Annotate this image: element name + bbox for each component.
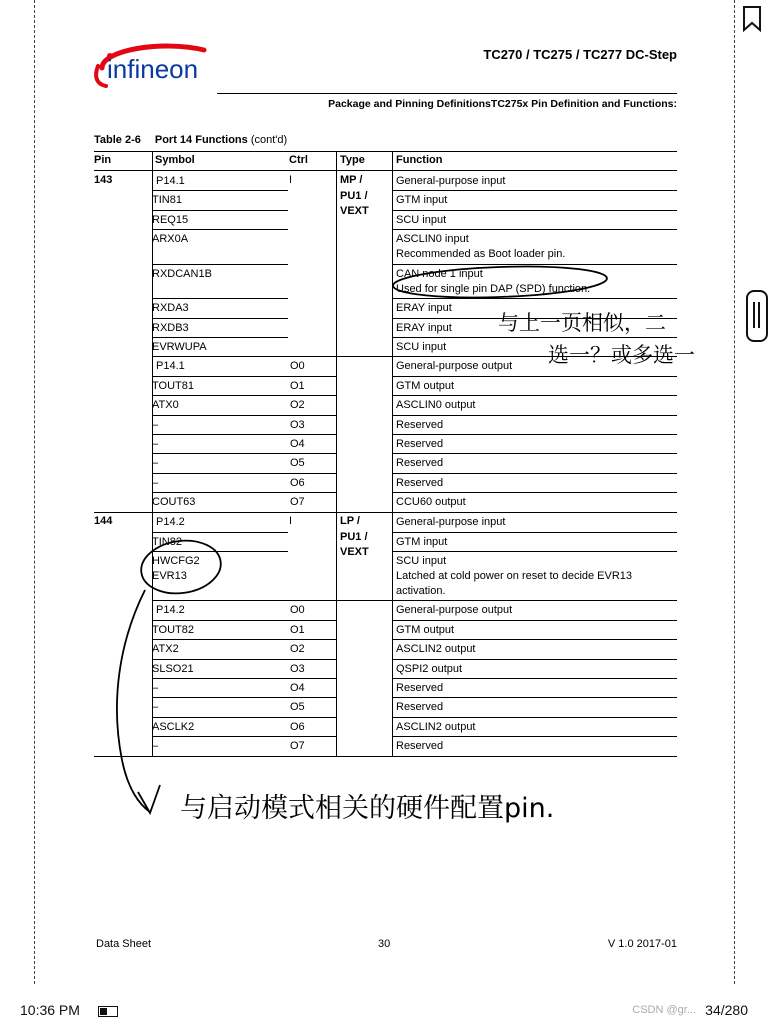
symbol-row-rule [152,356,288,357]
function-cell: Reserved [396,438,444,450]
symbol-cell: COUT63 [152,496,196,509]
function-row-rule [392,600,677,601]
function-row-rule [392,473,677,474]
col-rule-symbol [152,171,153,512]
pin-number: 143 [94,174,113,186]
function-cell: ERAY input [396,302,452,315]
col-rule-type [336,512,337,756]
symbol-row-rule [152,659,288,660]
symbol-cell: – [152,740,159,753]
function-row-rule [392,639,677,640]
symbol-row-rule [152,600,288,601]
symbol-cell: P14.1 [156,360,185,373]
symbol-row-rule [152,376,288,377]
symbol-cell: EVRWUPA [152,341,207,353]
function-row-rule [392,415,677,416]
pin-number: 144 [94,515,113,528]
symbol-cell: HWCFG2 [152,554,200,567]
function-cell: Used for single pin DAP (SPD) function. [396,282,591,295]
ctrl-row-rule [288,697,336,698]
function-cell: ASCLIN0 output [396,399,476,412]
ctrl-cell: O3 [290,418,305,431]
ctrl-cell: O5 [290,701,305,714]
section-subheading: Package and Pinning DefinitionsTC275x Pin Definition and Functions: [328,98,677,110]
symbol-row-rule [152,298,288,299]
symbol-row-rule [152,453,288,454]
table-header-rule [94,170,677,171]
function-row-rule [392,337,677,338]
function-cell: GTM input [396,535,448,548]
ctrl-row-rule [288,356,336,357]
function-row-rule [392,264,677,265]
crop-line-left [34,0,35,984]
col-rule-function [392,512,393,756]
symbol-cell: P14.2 [156,604,185,617]
ctrl-input: I [289,515,293,528]
symbol-row-rule [152,639,288,640]
symbol-row-rule [152,318,288,319]
footer-page-number: 30 [378,938,391,950]
function-cell: Latched at cold power on reset to decide EVR13 [396,570,633,583]
side-scroll-handle[interactable] [746,290,768,342]
symbol-row-rule [152,717,288,718]
table-caption-id: Table 2-6 [94,134,141,146]
function-cell: SCU input [396,213,447,226]
ctrl-row-rule [288,453,336,454]
symbol-row-rule [152,190,288,191]
symbol-row-rule [152,551,288,552]
symbol-row-rule [152,492,288,493]
function-cell: Recommended as Boot loader pin. [396,248,566,261]
symbol-cell: ARX0A [152,233,189,246]
function-cell: Reserved [396,682,444,694]
function-cell: activation. [396,585,446,598]
symbol-cell: SLSO21 [152,662,194,675]
function-row-rule [392,395,677,396]
symbol-row-rule [152,264,288,265]
function-cell: GTM output [396,379,455,392]
symbol-cell: TOUT82 [152,623,194,636]
function-row-rule [392,210,677,211]
infineon-logo [92,40,217,90]
table-top-border [94,151,677,152]
function-row-rule [392,318,677,319]
function-cell: Reserved [396,457,444,470]
function-row-rule [392,453,677,454]
symbol-cell: ATX0 [152,399,179,412]
csdn-watermark: CSDN @gr... [632,1004,696,1016]
symbol-cell: P14.1 [156,175,185,187]
function-cell: SCU input [396,341,447,353]
pin-type: MP / [340,174,363,186]
note-right-line1: 与上一页相似，二 [498,311,666,335]
ctrl-cell: O2 [290,399,305,412]
function-row-rule [392,356,677,357]
pin-type: VEXT [340,546,369,559]
function-cell: GTM output [396,623,455,636]
ctrl-cell: O4 [290,438,305,450]
ctrl-input: I [289,174,293,186]
symbol-row-rule [152,532,288,533]
note-bottom: 与启动模式相关的硬件配置pin. [180,793,555,824]
footer-left: Data Sheet [96,938,152,950]
note-right-line2: 选一？或多选一 [548,343,695,367]
symbol-cell: P14.2 [156,516,185,529]
footer-version: V 1.0 2017-01 [607,938,677,950]
function-row-rule [392,298,677,299]
function-row-rule [392,532,677,533]
function-row-rule [392,551,677,552]
pin-type: VEXT [340,205,369,217]
ctrl-row-rule [288,415,336,416]
bookmark-icon[interactable] [742,6,762,32]
ctrl-row-rule [288,395,336,396]
function-cell: GTM input [396,194,448,207]
symbol-cell: RXDA3 [152,302,189,315]
function-row-rule [392,492,677,493]
ctrl-row-rule [288,473,336,474]
table-header-type: Type [340,154,365,166]
table-header-pin: Pin [94,154,112,166]
symbol-row-rule [152,473,288,474]
logo-text: infineon [107,54,199,84]
ctrl-cell: O0 [290,360,305,373]
clock: 10:36 PM [20,1002,80,1018]
ctrl-row-rule [288,376,336,377]
function-cell: ASCLIN2 output [396,643,476,656]
symbol-row-rule [152,736,288,737]
ctrl-cell: O1 [290,379,305,392]
ctrl-row-rule [288,736,336,737]
battery-icon [98,1006,118,1017]
pin-type: LP / [340,515,360,528]
symbol-row-rule [152,434,288,435]
symbol-cell: TIN81 [152,194,182,207]
ctrl-row-rule [288,600,336,601]
function-cell: General-purpose input [396,516,506,529]
function-row-rule [392,190,677,191]
symbol-cell: – [152,682,159,694]
function-row-rule [392,697,677,698]
function-row-rule [392,229,677,230]
function-cell: ERAY input [396,321,452,334]
table-header-function: Function [396,154,443,166]
function-row-rule [392,678,677,679]
symbol-cell: – [152,476,159,489]
header-rule [217,93,677,94]
function-row-rule [392,620,677,621]
page-indicator[interactable]: 34/280 [705,1002,748,1018]
ctrl-cell: O6 [290,720,305,733]
symbol-cell: ASCLK2 [152,720,195,733]
symbol-row-rule [152,337,288,338]
ctrl-cell: O1 [290,623,305,636]
table-caption [94,134,287,146]
type-row-rule [336,600,392,601]
ctrl-row-rule [288,717,336,718]
function-cell: CAN node 1 input [396,267,483,280]
symbol-row-rule [152,678,288,679]
ctrl-cell: O2 [290,643,305,656]
symbol-row-rule [152,395,288,396]
table-caption-suffix: (cont'd) [250,134,288,146]
function-row-rule [392,434,677,435]
ctrl-row-rule [288,434,336,435]
function-cell: QSPI2 output [396,662,463,675]
hdr-col-rule-symbol [152,151,153,171]
function-cell: SCU input [396,554,447,567]
ctrl-cell: O7 [290,740,305,753]
function-cell: General-purpose output [396,360,513,373]
symbol-row-rule [152,697,288,698]
group-bottom-rule [94,512,677,513]
function-cell: General-purpose output [396,604,513,617]
function-row-rule [392,717,677,718]
symbol-cell: – [152,438,159,450]
ctrl-row-rule [288,678,336,679]
ctrl-cell: O4 [290,682,305,694]
function-cell: Reserved [396,701,444,714]
type-row-rule [336,356,392,357]
function-cell: CCU60 output [396,496,466,509]
crop-line-right [734,0,735,984]
symbol-cell: EVR13 [152,569,187,582]
col-rule-function [392,171,393,512]
ctrl-cell: O7 [290,496,305,509]
table-header-ctrl: Ctrl [289,154,308,166]
function-cell: Reserved [396,740,444,753]
function-cell: Reserved [396,418,444,431]
symbol-row-rule [152,210,288,211]
symbol-cell: – [152,701,159,714]
function-cell: ASCLIN2 output [396,720,476,733]
status-bar [20,1002,118,1018]
function-row-rule [392,376,677,377]
pin-type: PU1 / [340,189,368,202]
symbol-cell: RXDB3 [152,321,189,334]
symbol-cell: RXDCAN1B [152,267,212,280]
symbol-row-rule [152,415,288,416]
symbol-cell: TIN82 [152,535,182,548]
symbol-cell: TOUT81 [152,379,194,392]
symbol-row-rule [152,620,288,621]
ctrl-row-rule [288,620,336,621]
ctrl-cell: O0 [290,604,305,617]
function-row-rule [392,736,677,737]
ctrl-cell: O6 [290,476,305,489]
document-title: TC270 / TC275 / TC277 DC-Step [483,47,677,62]
symbol-cell: – [152,418,159,431]
ctrl-row-rule [288,659,336,660]
function-cell: Reserved [396,476,444,489]
ctrl-row-rule [288,492,336,493]
col-rule-type [336,171,337,512]
function-cell: General-purpose input [396,175,506,187]
ctrl-cell: O3 [290,662,305,675]
table-caption-title: Port 14 Functions [154,134,248,146]
ctrl-row-rule [288,639,336,640]
symbol-cell: REQ15 [152,213,189,226]
function-row-rule [392,659,677,660]
ctrl-cell: O5 [290,457,305,470]
pin-type: PU1 / [340,530,368,543]
hdr-col-rule-type [336,151,337,171]
symbol-cell: ATX2 [152,643,179,656]
symbol-row-rule [152,229,288,230]
hdr-col-rule-function [392,151,393,171]
table-header-symbol: Symbol [155,154,195,166]
col-rule-symbol [152,512,153,756]
symbol-cell: – [152,457,159,470]
group-bottom-rule [94,756,677,757]
function-cell: ASCLIN0 input [396,233,469,246]
